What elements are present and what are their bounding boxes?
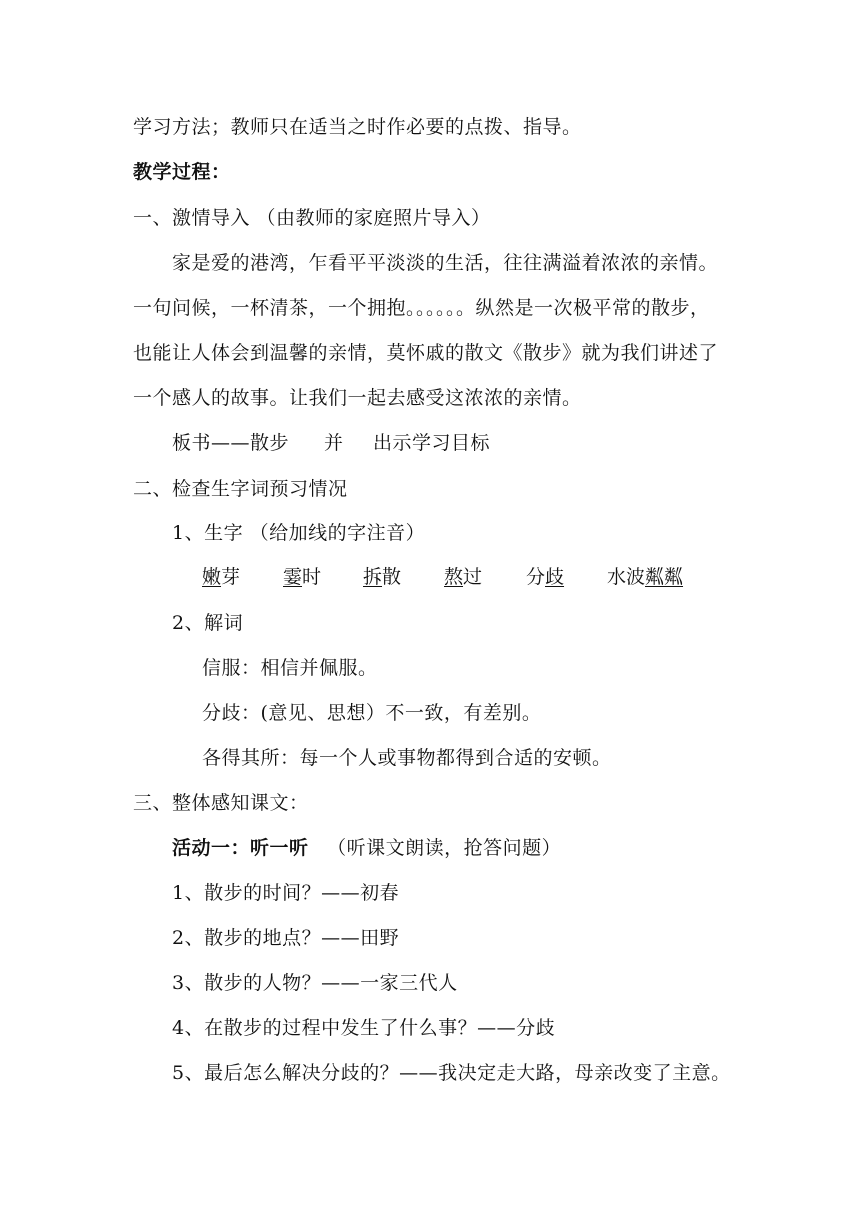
underlined-char: 拆 (363, 566, 383, 588)
vocab-item: 嫩芽 (202, 566, 241, 588)
underlined-char: 霎 (283, 566, 303, 588)
section-2-title: 二、检查生字词预习情况 (133, 478, 348, 500)
question-item: 1、散步的时间？——初春 (172, 882, 400, 904)
definition-item: 分歧：(意见、思想）不一致，有差别。 (202, 702, 542, 724)
activity-note: （听课文朗读，抢答问题） (327, 837, 562, 859)
activity-title: 活动一：听一听 (172, 837, 309, 859)
vocab-item: 拆散 (363, 566, 402, 588)
underlined-char: 嫩 (202, 566, 222, 588)
question-item: 4、在散步的过程中发生了什么事？——分歧 (172, 1017, 556, 1039)
vocab-item: 霎时 (283, 566, 322, 588)
paragraph-line-2: 一句问候，一杯清茶，一个拥抱。。。。。。纵然是一次极平常的散步， (133, 297, 710, 319)
vocab-item: 水波粼粼 (607, 566, 684, 588)
question-item: 5、最后怎么解决分歧的？——我决定走大路，母亲改变了主意。 (172, 1062, 731, 1084)
underlined-char: 熬 (444, 566, 464, 588)
underlined-char: 歧 (545, 566, 565, 588)
board-show-goals: 出示学习目标 (373, 432, 491, 454)
subsection-word-explain: 2、解词 (172, 612, 244, 634)
vocab-item: 熬过 (444, 566, 483, 588)
section-1-title: 一、激情导入 （由教师的家庭照片导入） (133, 207, 491, 229)
board-and: 并 (324, 432, 344, 454)
definition-item: 信服：相信并佩服。 (202, 657, 378, 679)
line-study-method: 学习方法；教师只在适当之时作必要的点拨、指导。 (133, 116, 582, 138)
paragraph-line-3: 也能让人体会到温馨的亲情，莫怀戚的散文《散步》就为我们讲述了 (133, 342, 719, 364)
board-label: 板书——散步 (172, 432, 290, 454)
definition-item: 各得其所：每一个人或事物都得到合适的安顿。 (202, 747, 612, 769)
activity-line (172, 836, 561, 860)
subsection-characters: 1、生字 （给加线的字注音） (172, 522, 426, 544)
underlined-char: 粼粼 (645, 566, 684, 588)
section-3-title: 三、整体感知课文： (133, 792, 309, 814)
paragraph-line-1: 家是爱的港湾，乍看平平淡淡的生活，往往满溢着浓浓的亲情。 (172, 252, 719, 274)
question-item: 3、散步的人物？——一家三代人 (172, 972, 458, 994)
heading-teaching-process: 教学过程： (133, 161, 231, 183)
paragraph-line-4: 一个感人的故事。让我们一起去感受这浓浓的亲情。 (133, 387, 582, 409)
question-item: 2、散步的地点？——田野 (172, 927, 400, 949)
vocab-item: 分歧 (526, 566, 565, 588)
